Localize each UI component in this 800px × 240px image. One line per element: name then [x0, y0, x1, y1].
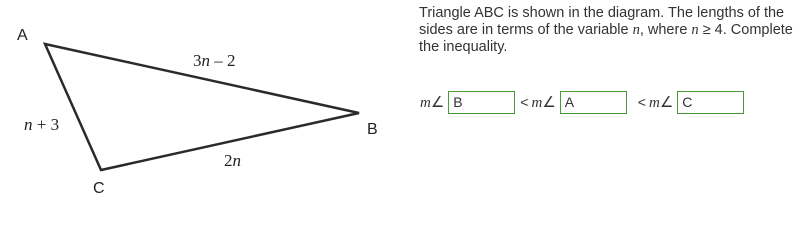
side-label-ab	[193, 51, 236, 70]
m-symbol: m	[531, 94, 543, 111]
answer-input-1[interactable]: B	[448, 91, 515, 114]
problem-variable-1: n	[632, 22, 640, 38]
m-symbol: m	[648, 94, 660, 111]
problem-variable-2: n	[691, 22, 699, 38]
side-ab-expression	[193, 51, 210, 70]
side-label-bc	[224, 151, 241, 170]
angle-icon: ∠	[430, 94, 445, 111]
answer-input-2[interactable]: A	[560, 91, 627, 114]
side-bc-variable: n	[232, 151, 241, 170]
inequality-row	[420, 90, 744, 114]
less-than-symbol: <	[520, 94, 529, 110]
problem-text-2: , where	[639, 22, 692, 38]
side-label-ac	[24, 115, 59, 134]
angle-icon: ∠	[659, 94, 674, 111]
vertex-label-c: C	[93, 180, 105, 197]
angle-measure-label-3	[649, 93, 673, 112]
problem-text-1: Triangle ABC is shown in the diagram. The lengths of the sides are in terms of the variable	[419, 5, 785, 38]
angle-icon: ∠	[542, 94, 556, 111]
side-ab-constant: – 2	[210, 51, 236, 70]
triangle-diagram	[0, 0, 400, 205]
angle-measure-label-2	[531, 93, 555, 112]
m-symbol: m	[420, 94, 431, 111]
answer-input-3[interactable]: C	[677, 91, 744, 114]
side-ab-variable: n	[201, 51, 210, 70]
less-than-symbol: <	[637, 94, 646, 110]
angle-measure-label-1	[420, 93, 444, 112]
side-ac-constant: + 3	[32, 115, 60, 134]
vertex-label-a: A	[17, 27, 28, 44]
problem-statement	[419, 5, 797, 56]
side-ac-variable: n	[24, 115, 33, 134]
side-ab-coefficient: 3	[193, 51, 202, 70]
side-bc-coefficient: 2	[224, 151, 233, 170]
vertex-label-b: B	[367, 121, 378, 138]
problem-text-3: ≥ 4. Complete the inequality.	[419, 22, 793, 55]
